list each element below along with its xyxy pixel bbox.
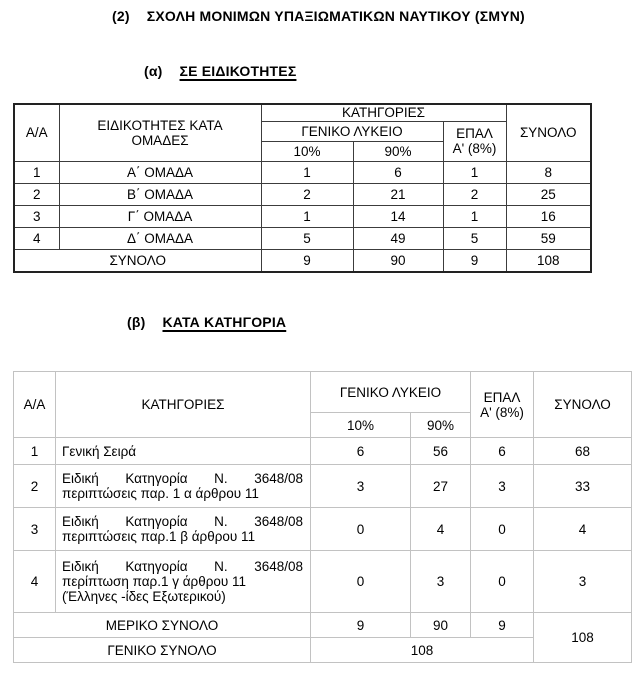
t2-header-epal-line2: Α' (8%) — [480, 404, 524, 420]
cell-aa: 2 — [14, 465, 56, 508]
cell-group: Α΄ ΟΜΑΔΑ — [59, 161, 261, 183]
category-line: περιπτώσεις παρ.1 β άρθρου 11 — [62, 529, 256, 544]
t2-row-4 — [14, 551, 632, 613]
category-line: Ειδική Κατηγορία Ν. 3648/08 — [62, 514, 303, 529]
cell-epal: 1 — [443, 161, 506, 183]
cell-synolo: 16 — [506, 205, 591, 227]
t2-grand-total-label: ΓΕΝΙΚΟ ΣΥΝΟΛΟ — [14, 638, 311, 663]
cell-epal: 6 — [471, 438, 534, 465]
t2-grand-total-value: 108 — [311, 638, 534, 663]
cell-group: Β΄ ΟΜΑΔΑ — [59, 183, 261, 205]
t1-row-2 — [14, 183, 591, 205]
t1-header-categories: ΚΑΤΗΓΟΡΙΕΣ — [261, 104, 506, 121]
cell-category — [56, 465, 311, 508]
t1-header-pct90: 90% — [353, 141, 443, 161]
cell-aa: 3 — [14, 508, 56, 551]
t1-header-epal-line2: Α' (8%) — [452, 141, 497, 156]
t2-row-3 — [14, 508, 632, 551]
t1-header-row-1 — [14, 104, 591, 121]
category-line: Ειδική Κατηγορία Ν. 3648/08 — [62, 471, 303, 486]
t2-overall-total: 108 — [534, 613, 632, 663]
cell-pct90: 21 — [353, 183, 443, 205]
cell-aa: 1 — [14, 438, 56, 465]
cell-aa: 4 — [14, 551, 56, 613]
section-a-marker: (α) — [144, 63, 163, 79]
t1-total-row — [14, 249, 591, 272]
t2-header-row-1 — [14, 372, 632, 413]
cell-epal: 5 — [443, 227, 506, 249]
cell-epal: 3 — [471, 465, 534, 508]
t2-row-1 — [14, 438, 632, 465]
cell-pct10: 1 — [261, 205, 353, 227]
cell-aa: 1 — [14, 161, 59, 183]
cell-synolo: 4 — [534, 508, 632, 551]
cell-pct90: 27 — [411, 465, 471, 508]
cell-epal: 0 — [471, 508, 534, 551]
t1-header-pct10: 10% — [261, 141, 353, 161]
cell-pct90: 6 — [353, 161, 443, 183]
cell-pct10: 0 — [311, 508, 411, 551]
t1-total-epal: 9 — [443, 249, 506, 272]
cell-pct90: 3 — [411, 551, 471, 613]
cell-pct10: 6 — [311, 438, 411, 465]
cell-pct10: 2 — [261, 183, 353, 205]
cell-synolo: 25 — [506, 183, 591, 205]
t1-header-epal — [443, 121, 506, 161]
cell-group: Γ΄ ΟΜΑΔΑ — [59, 205, 261, 227]
main-heading — [112, 8, 525, 24]
cell-pct10: 3 — [311, 465, 411, 508]
cell-pct10: 5 — [261, 227, 353, 249]
main-heading-marker: (2) — [112, 8, 130, 24]
t1-header-groups-text: ΕΙΔΙΚΟΤΗΤΕΣ ΚΑΤΑ ΟΜΑΔΕΣ — [97, 117, 223, 148]
cell-pct90: 49 — [353, 227, 443, 249]
main-heading-text: ΣΧΟΛΗ ΜΟΝΙΜΩΝ ΥΠΑΞΙΩΜΑΤΙΚΩΝ ΝΑΥΤΙΚΟΥ (ΣΜΥΝ) — [146, 8, 525, 24]
section-b-marker: (β) — [127, 314, 146, 330]
category-line: (Έλληνες -ίδες Εξωτερικού) — [62, 589, 226, 604]
cell-synolo: 68 — [534, 438, 632, 465]
section-a-title: ΣΕ ΕΙΔΙΚΟΤΗΤΕΣ — [179, 63, 297, 79]
t1-total-pct10: 9 — [261, 249, 353, 272]
cell-epal: 2 — [443, 183, 506, 205]
t1-row-4 — [14, 227, 591, 249]
cell-synolo: 33 — [534, 465, 632, 508]
t2-partial-total-label: ΜΕΡΙΚΟ ΣΥΝΟΛΟ — [14, 613, 311, 638]
t2-header-aa: Α/Α — [14, 372, 56, 438]
category-line: περιπτώσεις παρ. 1 α άρθρου 11 — [62, 486, 259, 501]
cell-aa: 4 — [14, 227, 59, 249]
cell-group: Δ΄ ΟΜΑΔΑ — [59, 227, 261, 249]
category-line: Γενική Σειρά — [62, 443, 137, 459]
cell-category — [56, 438, 311, 465]
category-line: Ειδική Κατηγορία Ν. 3648/08 — [62, 559, 303, 574]
t1-header-synolo: ΣΥΝΟΛΟ — [506, 104, 591, 161]
t2-row-2 — [14, 465, 632, 508]
specialties-table — [13, 103, 592, 273]
t2-header-epal-line1: ΕΠΑΛ — [483, 389, 521, 405]
t2-partial-total-row — [14, 613, 632, 638]
t1-header-geniko-lykeio: ΓΕΝΙΚΟ ΛΥΚΕΙΟ — [261, 121, 443, 141]
t2-header-synolo: ΣΥΝΟΛΟ — [534, 372, 632, 438]
cell-pct90: 4 — [411, 508, 471, 551]
cell-epal: 0 — [471, 551, 534, 613]
t1-header-epal-line1: ΕΠΑΛ — [456, 126, 493, 141]
section-a-heading — [144, 63, 296, 79]
t2-header-epal — [471, 372, 534, 438]
t2-header-geniko-lykeio: ΓΕΝΙΚΟ ΛΥΚΕΙΟ — [311, 372, 471, 413]
section-b-title: ΚΑΤΑ ΚΑΤΗΓΟΡΙΑ — [162, 314, 287, 330]
cell-synolo: 8 — [506, 161, 591, 183]
t1-total-label: ΣΥΝΟΛΟ — [14, 249, 261, 272]
cell-pct10: 1 — [261, 161, 353, 183]
t2-header-pct10: 10% — [311, 413, 411, 438]
cell-category — [56, 508, 311, 551]
cell-pct90: 14 — [353, 205, 443, 227]
t1-row-1 — [14, 161, 591, 183]
t1-row-3 — [14, 205, 591, 227]
t2-partial-pct10: 9 — [311, 613, 411, 638]
category-line: περίπτωση παρ.1 γ άρθρου 11 — [62, 574, 247, 589]
t2-header-categories: ΚΑΤΗΓΟΡΙΕΣ — [56, 372, 311, 438]
t2-header-pct90: 90% — [411, 413, 471, 438]
section-b-heading — [127, 314, 286, 330]
cell-pct90: 56 — [411, 438, 471, 465]
t2-partial-epal: 9 — [471, 613, 534, 638]
t1-header-aa: Α/Α — [14, 104, 59, 161]
categories-table — [13, 371, 632, 663]
cell-synolo: 59 — [506, 227, 591, 249]
cell-category — [56, 551, 311, 613]
cell-aa: 2 — [14, 183, 59, 205]
t2-partial-pct90: 90 — [411, 613, 471, 638]
t1-total-pct90: 90 — [353, 249, 443, 272]
cell-aa: 3 — [14, 205, 59, 227]
t1-header-groups — [59, 104, 261, 161]
cell-epal: 1 — [443, 205, 506, 227]
cell-synolo: 3 — [534, 551, 632, 613]
t1-total-synolo: 108 — [506, 249, 591, 272]
cell-pct10: 0 — [311, 551, 411, 613]
